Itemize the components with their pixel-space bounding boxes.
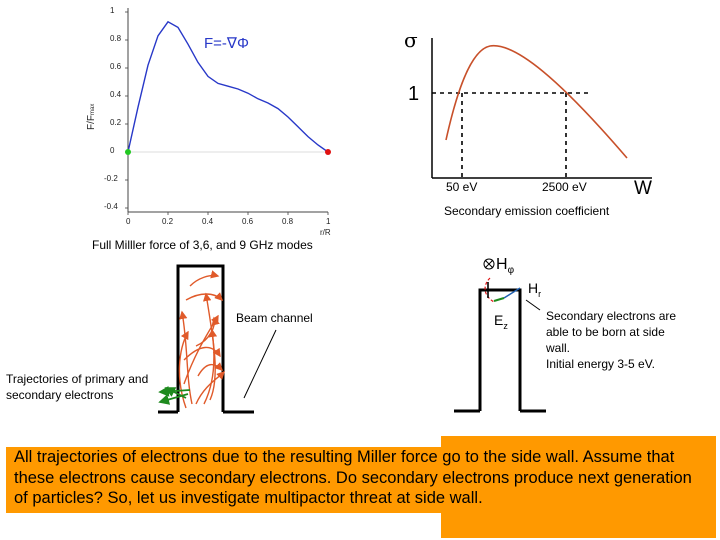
sigma-plot <box>432 38 652 178</box>
force-y-tick-label: 0.6 <box>110 62 122 71</box>
force-y-tick-label: 0 <box>110 146 115 155</box>
force-y-tick-label: 1 <box>110 6 115 15</box>
force-y-tick-label: 0.2 <box>110 118 122 127</box>
conclusion-body: All trajectories of electrons due to the resulting Miller force go to the side wall. Assume that these electrons cause secondary electrons. Do secondary electrons produce next generation of particles? So, let us investigate multipactor threat at side wall. <box>14 448 692 507</box>
trajectory-arrow <box>198 365 222 376</box>
force-y-tick-label: 0.4 <box>110 90 122 99</box>
sigma-level-label: 1 <box>408 83 420 105</box>
sigma-y-label: σ <box>404 28 418 52</box>
note-line1: Secondary electrons are <box>546 309 677 323</box>
h-phi-main: H <box>496 256 508 273</box>
force-x-label: r/R <box>320 228 331 237</box>
conclusion-line-1 <box>6 447 712 513</box>
h-r-main: H <box>528 280 539 296</box>
side-wall-outline <box>480 290 520 411</box>
force-x-tick-label: 0.8 <box>282 217 294 226</box>
sigma-x-low-label: 50 eV <box>446 180 478 194</box>
force-formula: F=-∇Φ <box>204 35 249 52</box>
trajectories-label-line2: secondary electrons <box>6 388 114 402</box>
trajectories-label-line1: Trajectories of primary and <box>6 372 149 386</box>
beam-channel-label: Beam channel <box>236 311 313 325</box>
e-z-sub: z <box>503 321 508 331</box>
trajectory-arrow <box>190 275 218 286</box>
e-z-label <box>494 312 508 331</box>
h-r-sub: r <box>538 289 542 299</box>
force-x-tick-label: 0.6 <box>242 217 254 226</box>
force-caption: Full Milller force of 3,6, and 9 GHz modes <box>92 238 313 252</box>
force-y-label-sub: max <box>90 103 96 115</box>
beam-channel-pointer <box>244 330 276 398</box>
sigma-curve <box>446 46 627 158</box>
force-y-tick-label: -0.2 <box>104 174 118 183</box>
force-x-tick-label: 1 <box>326 217 331 226</box>
start-point-marker <box>125 149 131 155</box>
e-z-main: E <box>494 312 504 328</box>
secondary-electron-arrow <box>494 298 504 301</box>
note-pointer <box>526 300 540 310</box>
sigma-x-high-label: 2500 eV <box>542 180 587 194</box>
note-line2: able to be born at side <box>546 325 665 339</box>
h-r-label <box>528 280 542 299</box>
force-y-tick-label: -0.4 <box>104 202 118 211</box>
trajectory-arrow <box>186 294 222 300</box>
force-x-tick-label: 0.4 <box>202 217 214 226</box>
secondary-electron-arrows <box>160 388 190 402</box>
force-y-tick-label: 0.8 <box>110 34 122 43</box>
h-phi-sub: φ <box>507 265 515 276</box>
h-phi-label <box>496 256 514 274</box>
force-y-label <box>86 104 97 130</box>
trajectory-arrows <box>179 275 224 408</box>
force-x-tick-label: 0 <box>126 217 131 226</box>
note-line4: Initial energy 3-5 eV. <box>546 357 655 371</box>
force-x-tick-label: 0.2 <box>162 217 174 226</box>
end-point-marker <box>325 149 331 155</box>
trajectory-arrow <box>196 318 214 346</box>
force-y-label-main: F/F <box>86 115 97 130</box>
h-phi-symbol <box>484 259 494 269</box>
sigma-caption: Secondary emission coefficient <box>444 204 610 218</box>
beam-channel-diagram <box>158 266 276 412</box>
sigma-x-label: W <box>634 178 652 199</box>
note-line3: wall. <box>546 341 571 355</box>
